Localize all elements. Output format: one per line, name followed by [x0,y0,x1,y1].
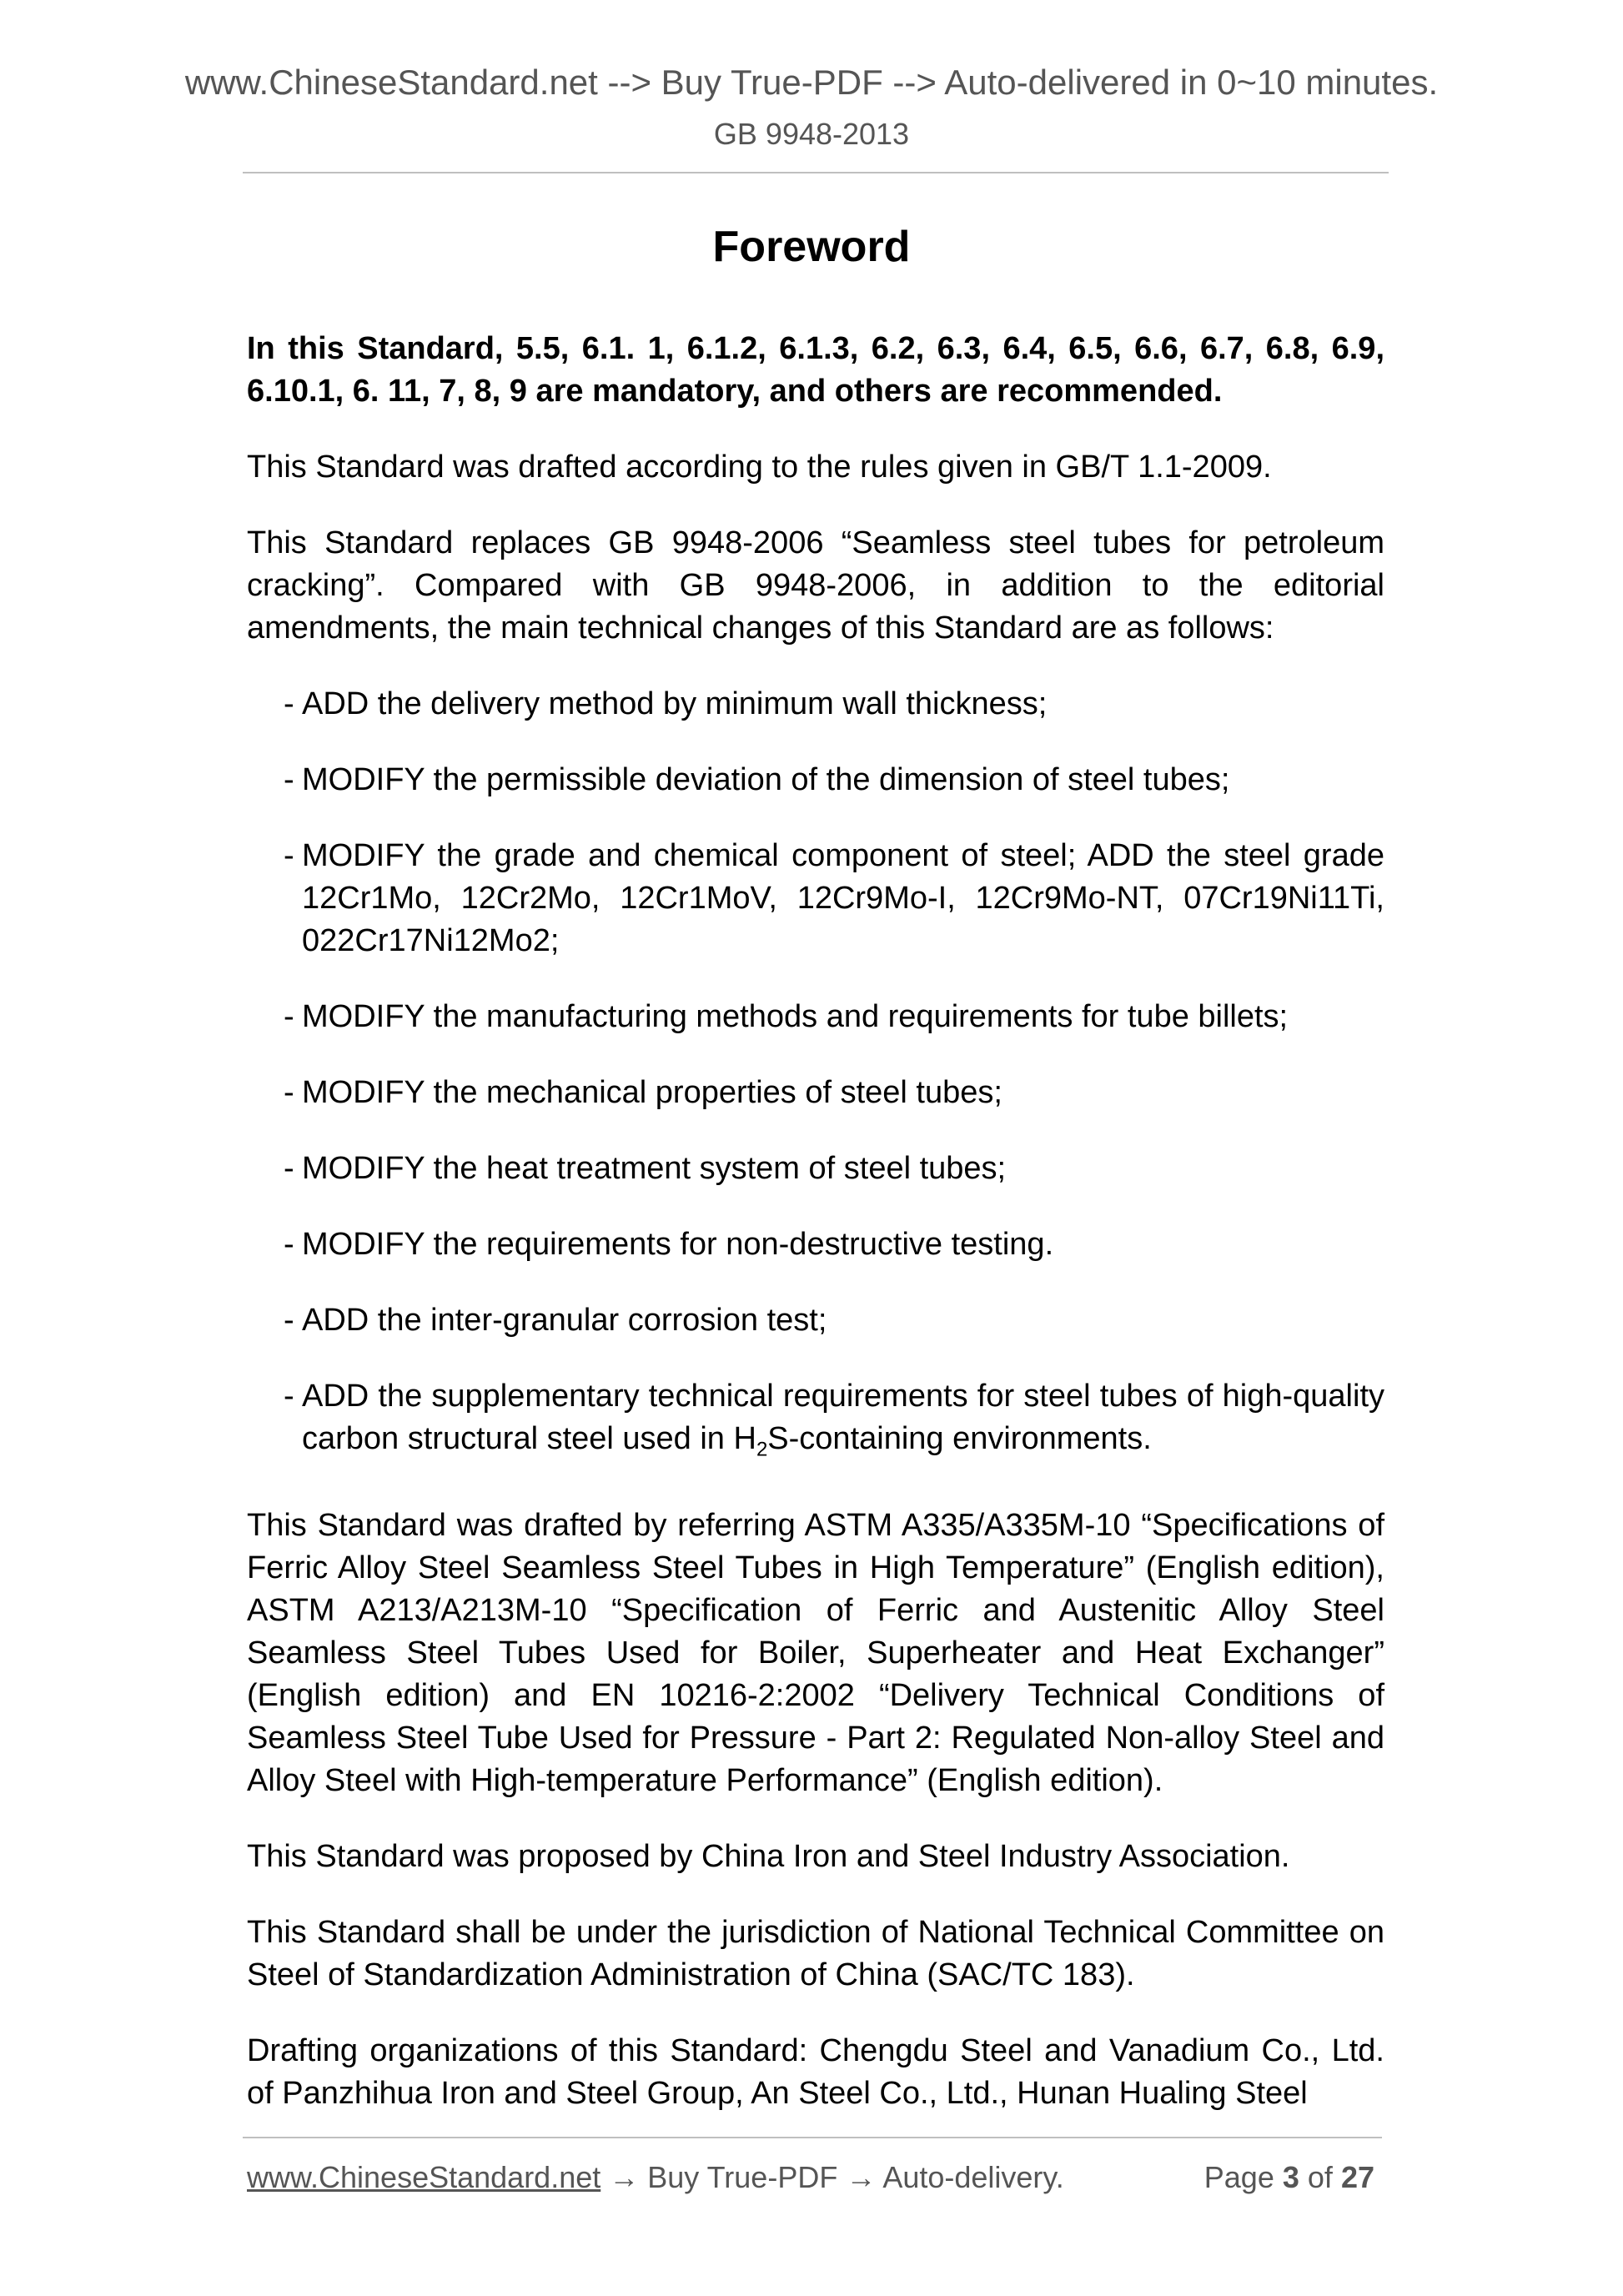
list-dash: - [284,1075,294,1110]
replacement-paragraph: This Standard replaces GB 9948-2006 “Seamless steel tubes for petroleum cracking”. Compared with GB 9948-2006, in addition to the editorial amendments, the main technical changes of this Standard are as follows: [247,525,1384,646]
page-current: 3 [1282,2160,1299,2194]
document-code: GB 9948-2013 [713,117,910,151]
footer-divider [243,2137,1382,2138]
list-dash: - [284,1151,294,1186]
list-item [247,1299,1384,1342]
page-footer [247,2159,1384,2196]
list-dash: - [284,1227,294,1262]
list-dash: - [284,762,294,797]
technical-changes-list [247,683,1384,1471]
footer-tagline: → Buy True-PDF → Auto-delivery. [600,2160,1064,2194]
list-item [247,835,1384,962]
jurisdiction-paragraph: This Standard shall be under the jurisdiction of National Technical Committee on Steel of Standardization Administration of China (SAC/TC 183). [247,1914,1384,1992]
list-item [247,683,1384,726]
list-item-text: MODIFY the mechanical properties of steel tubes; [302,1075,1002,1110]
list-item-text: ADD the supplementary technical requirements for steel tubes of high-quality carbon structural steel used in $H_2S$-containing environments. [302,1379,1384,1461]
list-dash: - [284,999,294,1034]
list-dash: - [284,1379,294,1414]
footer-site-link[interactable]: www.ChineseStandard.net [247,2160,601,2194]
drafting-rules-paragraph: This Standard was drafted according to the rules given in GB/T 1.1-2009. [247,450,1272,485]
list-item [247,1223,1384,1266]
header-divider [243,172,1389,173]
list-item [247,1072,1384,1114]
list-dash: - [284,686,294,721]
page-total: 27 [1340,2160,1374,2194]
page-title: Foreword [712,223,911,271]
list-item-text: MODIFY the requirements for non-destructive testing. [302,1227,1054,1262]
list-item-text: MODIFY the heat treatment system of steel tubes; [302,1151,1007,1186]
list-item-text: MODIFY the grade and chemical component of steel; ADD the steel grade 12Cr1Mo, 12Cr2Mo, 12Cr1MoV, 12Cr9Mo-I, 12Cr9Mo-NT, 07Cr19Ni11Ti, 022Cr17Ni12Mo2; [302,838,1384,958]
list-item-text: MODIFY the permissible deviation of the dimension of steel tubes; [302,762,1230,797]
list-item [247,1375,1384,1471]
header-banner: www.ChineseStandard.net --> Buy True-PDF --> Auto-delivered in 0~10 minutes. [184,63,1439,102]
subscript: 2 [756,1438,768,1461]
proposer-paragraph: This Standard was proposed by China Iron and Steel Industry Association. [247,1838,1290,1874]
reference-standards-paragraph: This Standard was drafted by referring ASTM A335/A335M-10 “Specifications of Ferric Alloy Steel Seamless Steel Tubes in High Temperature” (English edition), ASTM A213/A213M-10 “Specification of Ferric and Austenitic Alloy Steel Seamless Steel Tubes Used for Boiler, Superheater and Heat Exchanger” (English edition) and EN 10216-2:2002 “Delivery Technical Conditions of Seamless Steel Tube Used for Pressure - Part 2: Regulated Non-alloy Steel and Alloy Steel with High-temperature Performance” (English edition). [247,1507,1384,1798]
document-body [247,328,1384,2148]
list-item-text: ADD the inter-granular corrosion test; [302,1303,827,1338]
list-item-text: MODIFY the manufacturing methods and requirements for tube billets; [302,999,1289,1034]
page-indicator [1204,2159,1374,2196]
drafting-organizations-paragraph: Drafting organizations of this Standard: Chengdu Steel and Vanadium Co., Ltd. of Panzhihua Iron and Steel Group, An Steel Co., Ltd., Hunan Hualing Steel [247,2032,1384,2111]
list-item-text: ADD the delivery method by minimum wall thickness; [302,686,1048,721]
page-of-label: of [1307,2160,1333,2194]
list-dash: - [284,838,294,873]
list-dash: - [284,1303,294,1338]
list-item [247,996,1384,1038]
list-item [247,1148,1384,1190]
list-item [247,759,1384,801]
page-label: Page [1203,2160,1274,2194]
mandatory-clauses-paragraph: In this Standard, 5.5, 6.1. 1, 6.1.2, 6.1.3, 6.2, 6.3, 6.4, 6.5, 6.6, 6.7, 6.8, 6.9, 6.10.1, 6. 11, 7, 8, 9 are mandatory, and others are recommended. [247,331,1384,409]
